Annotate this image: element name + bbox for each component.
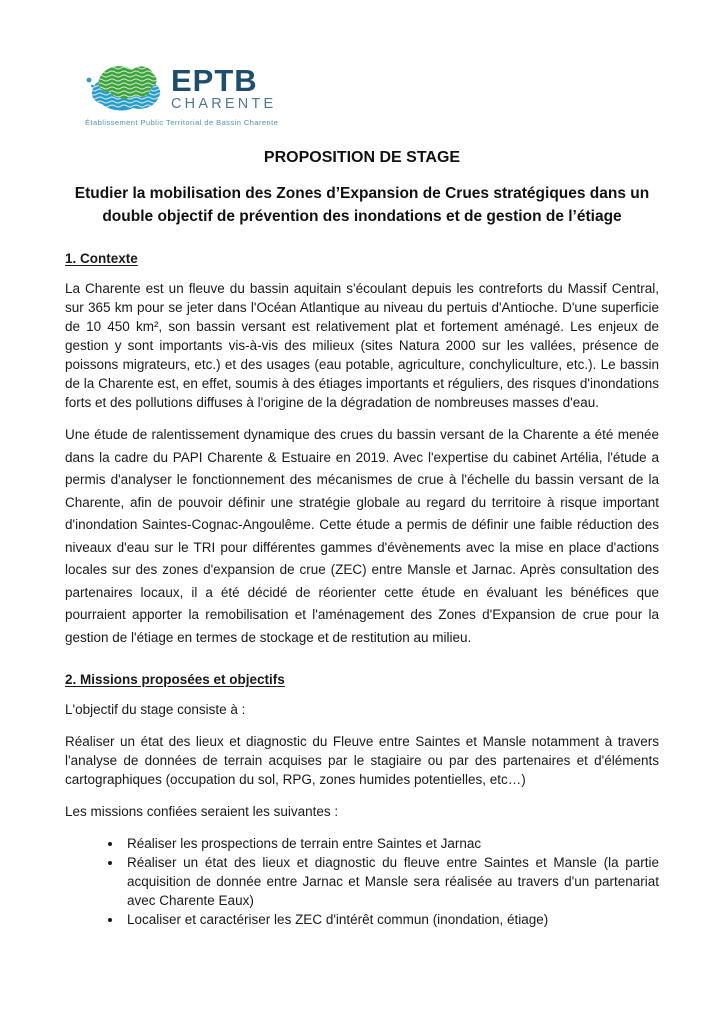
logo-row — [85, 62, 275, 116]
paragraph-missions-leadin: Les missions confiées seraient les suivantes : — [65, 804, 339, 819]
mission-item-etat-des-lieux: • Réaliser un état des lieux et diagnostic du fleuve entre Saintes et Mansle (la partie acquisition de donnée entre Jarnac et Mansle sera réalisée au travers d'un partenariat avec Charente Eaux) — [123, 853, 659, 910]
watershed-map-icon — [85, 62, 169, 116]
paragraph-objectif-detail: Réaliser un état des lieux et diagnostic du Fleuve entre Saintes et Mansle notamment à travers l'analyse de données de terrain acquises par le stagiaire ou par des partenaires et d'éléments cartographiques (occupation du sol, RPG, zones humides potentielles, etc…) — [65, 734, 659, 787]
logo-brand-subtext: CHARENTE — [171, 96, 277, 112]
paragraph-contexte-2: Une étude de ralentissement dynamique des crues du bassin versant de la Charente a été menée dans la cadre du PAPI Charente & Estuaire en 2019. Avec l'expertise du cabinet Artélia, l'étude a permis d'analyser le fonctionnement des mécanismes de crue à l'échelle du bassin versant de la Charente, afin de pouvoir définir une stratégie globale au regard du territoire à risque important d'inondation Saintes-Cognac-Angoulême. Cette étude a permis de définir une faible réduction des niveaux d'eau sur le TRI pour différentes gammes d'évènements avec la mise en place d'actions locales sur des zones d'expansion de crue (ZEC) entre Mansle et Jarnac. Après consultation des partenaires locaux, il a été décidé de réorienter cette étude en évaluant les bénéfices que pourraient apporter la remobilisation et l'aménagement des Zones d'Expansion de crue pour la gestion de l'étiage en termes de stockage et de restitution au milieu. — [65, 427, 659, 645]
mission-item-localiser-zec: • Localiser et caractériser les ZEC d'intérêt commun (inondation, étiage) — [123, 910, 659, 929]
mission-item-prospections: • Réaliser les prospections de terrain entre Saintes et Jarnac — [123, 834, 659, 853]
logo-tagline: Établissement Public Territorial de Bassin Charente — [85, 118, 279, 127]
section-heading-contexte: 1. Contexte — [65, 251, 138, 266]
section-heading-missions: 2. Missions proposées et objectifs — [65, 672, 285, 687]
missions-bullet-list — [65, 834, 659, 929]
logo-wordmark — [171, 63, 277, 113]
paragraph-contexte-1: La Charente est un fleuve du bassin aquitain s'écoulant depuis les contreforts du Massif Central, sur 365 km pour se jeter dans l'Océan Atlantique au niveau du pertuis d'Antioche. D'une superficie de 10 450 km², son bassin versant est relativement plat et fortement aménagé. Les enjeux de gestion y sont importants vis-à-vis des milieux (sites Natura 2000 sur les vallées, présence de poissons migrateurs, etc.) et des usages (eau potable, agriculture, conchyliculture, etc.). Le bassin de la Charente est, en effet, soumis à des étiages importants et réguliers, des risques d'inondations forts et des pollutions diffuses à l'origine de la dégradation de nombreuses masses d'eau. — [65, 281, 659, 410]
paragraph-objectif-intro: L'objectif du stage consiste à : — [65, 702, 246, 717]
document-subtitle: Etudier la mobilisation des Zones d’Expansion de Crues stratégiques dans un double objectif de prévention des inondations et de gestion de l’étiage — [74, 185, 650, 225]
logo-brand-text: EPTB — [171, 63, 258, 98]
document-title: PROPOSITION DE STAGE — [263, 149, 461, 166]
eptb-charente-logo — [85, 62, 279, 127]
